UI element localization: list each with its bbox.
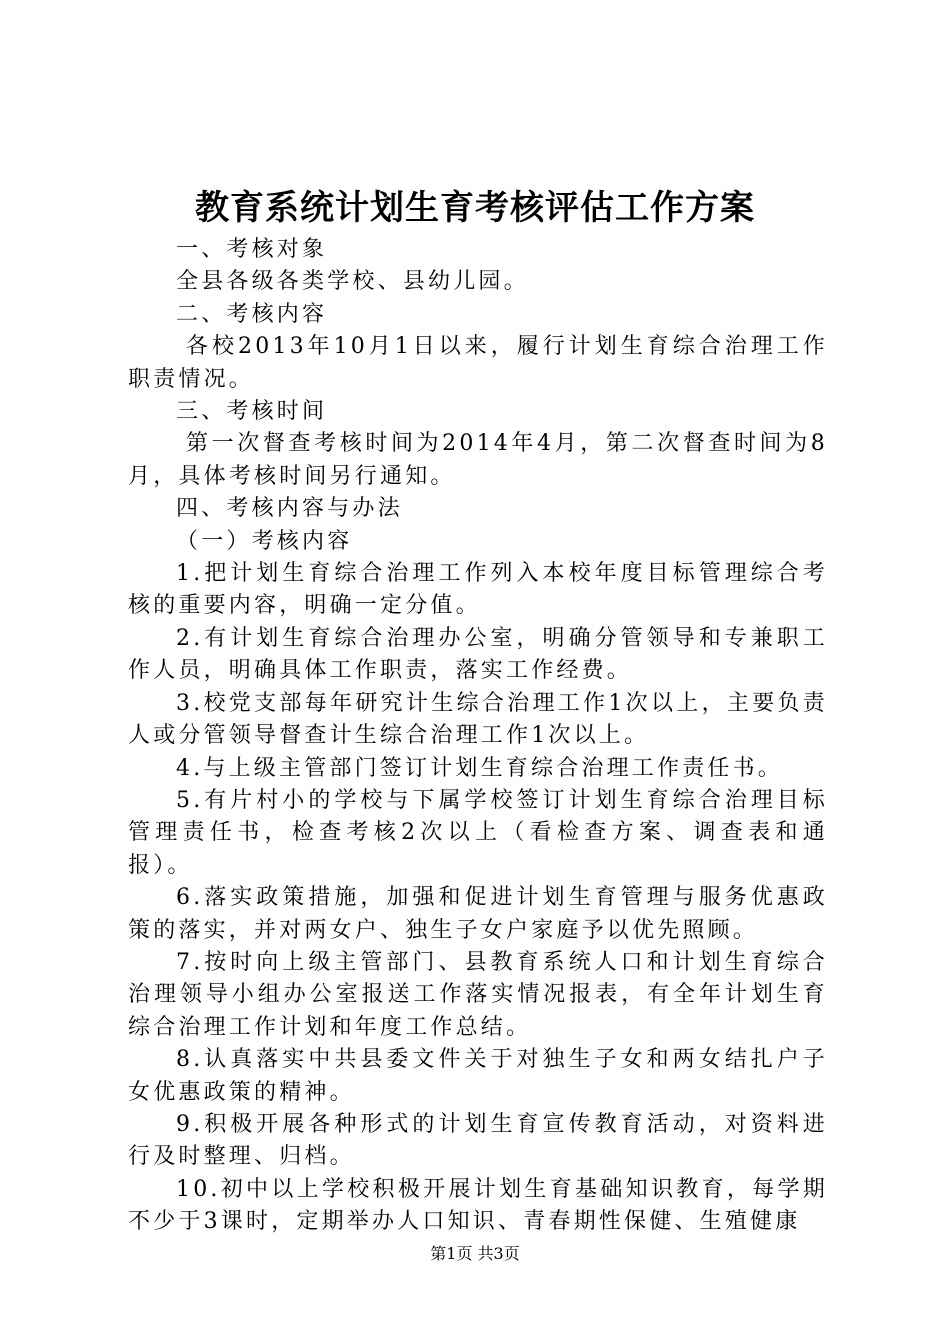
subsection-heading: （一）考核内容 — [176, 528, 353, 554]
list-item: 3.校党支部每年研究计生综合治理工作1次以上，主要负责人或分管领导督查计生综合治理工作1次以上。 — [128, 690, 828, 749]
list-item: 6.落实政策措施，加强和促进计划生育管理与服务优惠政策的落实，并对两女户、独生子女户家庭予以优先照顾。 — [128, 885, 828, 943]
section-heading-2: 二、考核内容 — [176, 301, 328, 327]
paragraph: 第一次督查考核时间为2014年4月，第二次督查时间为8月，具体考核时间另行通知。 — [128, 431, 828, 489]
list-item: 9.积极开展各种形式的计划生育宣传教育活动，对资料进行及时整理、归档。 — [128, 1111, 828, 1170]
section-heading-4: 四、考核内容与办法 — [176, 496, 403, 522]
page-footer: 第1页 共3页 — [430, 1244, 520, 1263]
list-item: 4.与上级主管部门签订计划生育综合治理工作责任书。 — [176, 755, 783, 781]
list-item: 1.把计划生育综合治理工作列入本校年度目标管理综合考核的重要内容，明确一定分值。 — [128, 561, 828, 619]
list-item: 2.有计划生育综合治理办公室，明确分管领导和专兼职工作人员，明确具体工作职责，落实工作经费。 — [128, 625, 828, 684]
paragraph: 各校2013年10月1日以来，履行计划生育综合治理工作职责情况。 — [128, 334, 828, 392]
document-body — [128, 234, 828, 1239]
list-item: 7.按时向上级主管部门、县教育系统人口和计划生育综合治理领导小组办公室报送工作落实情况报表，有全年计划生育综合治理工作计划和年度工作总结。 — [128, 949, 828, 1040]
list-item: 5.有片村小的学校与下属学校签订计划生育综合治理目标管理责任书，检查考核2次以上（看检查方案、调查表和通报）。 — [128, 787, 828, 878]
document-title: 教育系统计划生育考核评估工作方案 — [195, 188, 755, 228]
list-item: 8.认真落实中共县委文件关于对独生子女和两女结扎户子女优惠政策的精神。 — [128, 1047, 828, 1105]
section-heading-3: 三、考核时间 — [176, 399, 328, 425]
section-heading-1: 一、考核对象 — [176, 237, 328, 262]
paragraph: 全县各级各类学校、县幼儿园。 — [176, 269, 529, 295]
list-item: 10.初中以上学校积极开展计划生育基础知识教育，每学期不少于3课时，定期举办人口知识、青春期性保健、生殖健康 — [128, 1176, 828, 1235]
